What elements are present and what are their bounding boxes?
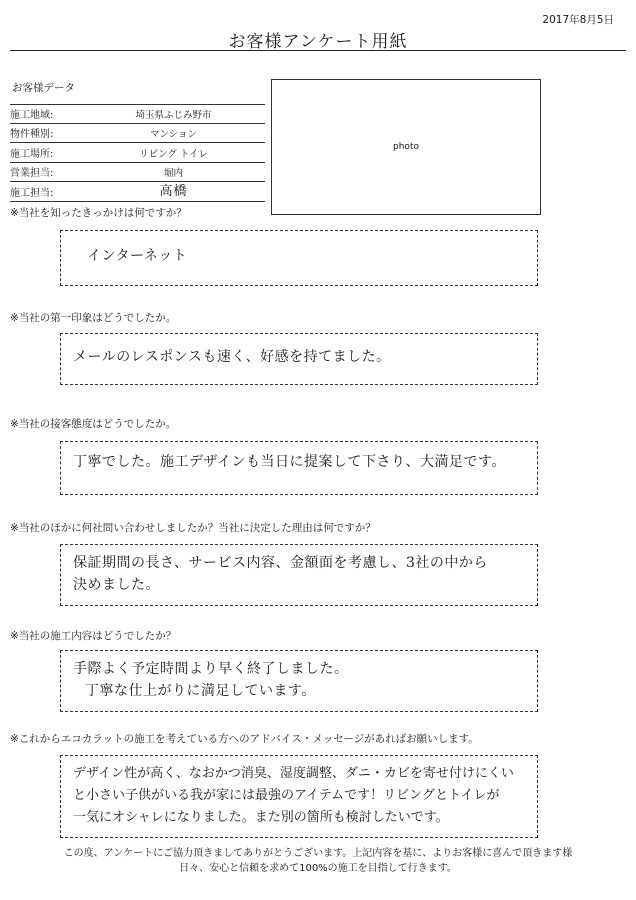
info-row-location	[10, 143, 265, 163]
answer-line: メールのレスポンスも速く、好感を持てました。	[73, 349, 391, 365]
info-value: マンション	[149, 129, 198, 140]
question-first-impression: ※当社の第一印象はどうでしたか。	[10, 312, 177, 324]
answer-box-advice-message	[60, 755, 538, 838]
question-service-attitude: ※当社の接客態度はどうでしたか。	[10, 418, 177, 430]
info-row-area	[10, 104, 265, 124]
answer-line: 決めました。	[73, 577, 160, 593]
info-value: 堀内	[163, 168, 183, 179]
answer-line: 丁寧な仕上がりに満足しています。	[85, 683, 316, 699]
info-value: 高橋	[159, 183, 188, 199]
answer-box-first-impression	[60, 333, 538, 385]
question-advice-message: ※これからエコカラットの施工を考えている方へのアドバイス・メッセージがあればお願いします。	[10, 733, 479, 745]
info-label: 施工担当:	[10, 187, 54, 199]
info-row-installer	[10, 182, 265, 202]
question-other-companies: ※当社のほかに何社問い合わせしましたか？当社に決定した理由は何ですか？	[10, 522, 376, 534]
answer-line: 保証期間の長さ、サービス内容、金額面を考慮し、3社の中から	[73, 555, 488, 571]
answer-box-service-attitude	[60, 441, 538, 495]
answer-box-work-quality	[60, 650, 538, 712]
answer-box-other-companies	[60, 544, 538, 606]
info-value: リビング トイレ	[139, 148, 208, 160]
question-work-quality: ※当社の施工内容はどうでしたか？	[10, 630, 177, 642]
answer-line: 一気にオシャレになりました。また別の箇所も検討したいです。	[73, 810, 449, 825]
info-label: 施工場所:	[10, 148, 54, 160]
footer-message	[0, 846, 636, 876]
photo-box	[271, 79, 541, 215]
info-label: 施工地域:	[10, 109, 54, 121]
info-row-property-type	[10, 124, 265, 144]
title-divider	[10, 50, 626, 51]
info-label: 営業担当:	[10, 168, 54, 179]
answer-line: インターネット	[87, 248, 188, 264]
question-how-found: ※当社を知ったきっかけは何ですか？	[10, 207, 187, 219]
photo-label: photo	[393, 142, 419, 152]
answer-line: 丁寧でした。施工デザインも当日に提案して下さり、大満足です。	[73, 454, 506, 470]
footer-line: 日々、安心と信頼を求めて100%の施工を目指して行きます。	[179, 863, 457, 874]
info-value: 埼玉県ふじみ野市	[135, 109, 212, 121]
answer-line: デザイン性が高く、なおかつ消臭、湿度調整、ダニ・カビを寄せ付けにくい	[73, 766, 514, 781]
customer-info-table	[10, 104, 265, 202]
survey-date: 2017年8月5日	[542, 14, 614, 26]
footer-line: この度、アンケートにご協力頂きましてありがとうございます。上記内容を基に、よりお客様に喜んで頂きます様	[63, 848, 573, 859]
page-title: お客様アンケート用紙	[228, 32, 408, 52]
info-label: 物件種別:	[10, 129, 54, 140]
customer-data-heading: お客様データ	[12, 82, 75, 94]
answer-line: と小さい子供がいる我が家には最強のアイテムです！リビングとトイレが	[73, 788, 500, 803]
answer-line: 手際よく予定時間より早く終了しました。	[73, 661, 349, 677]
answer-box-how-found	[60, 230, 538, 286]
